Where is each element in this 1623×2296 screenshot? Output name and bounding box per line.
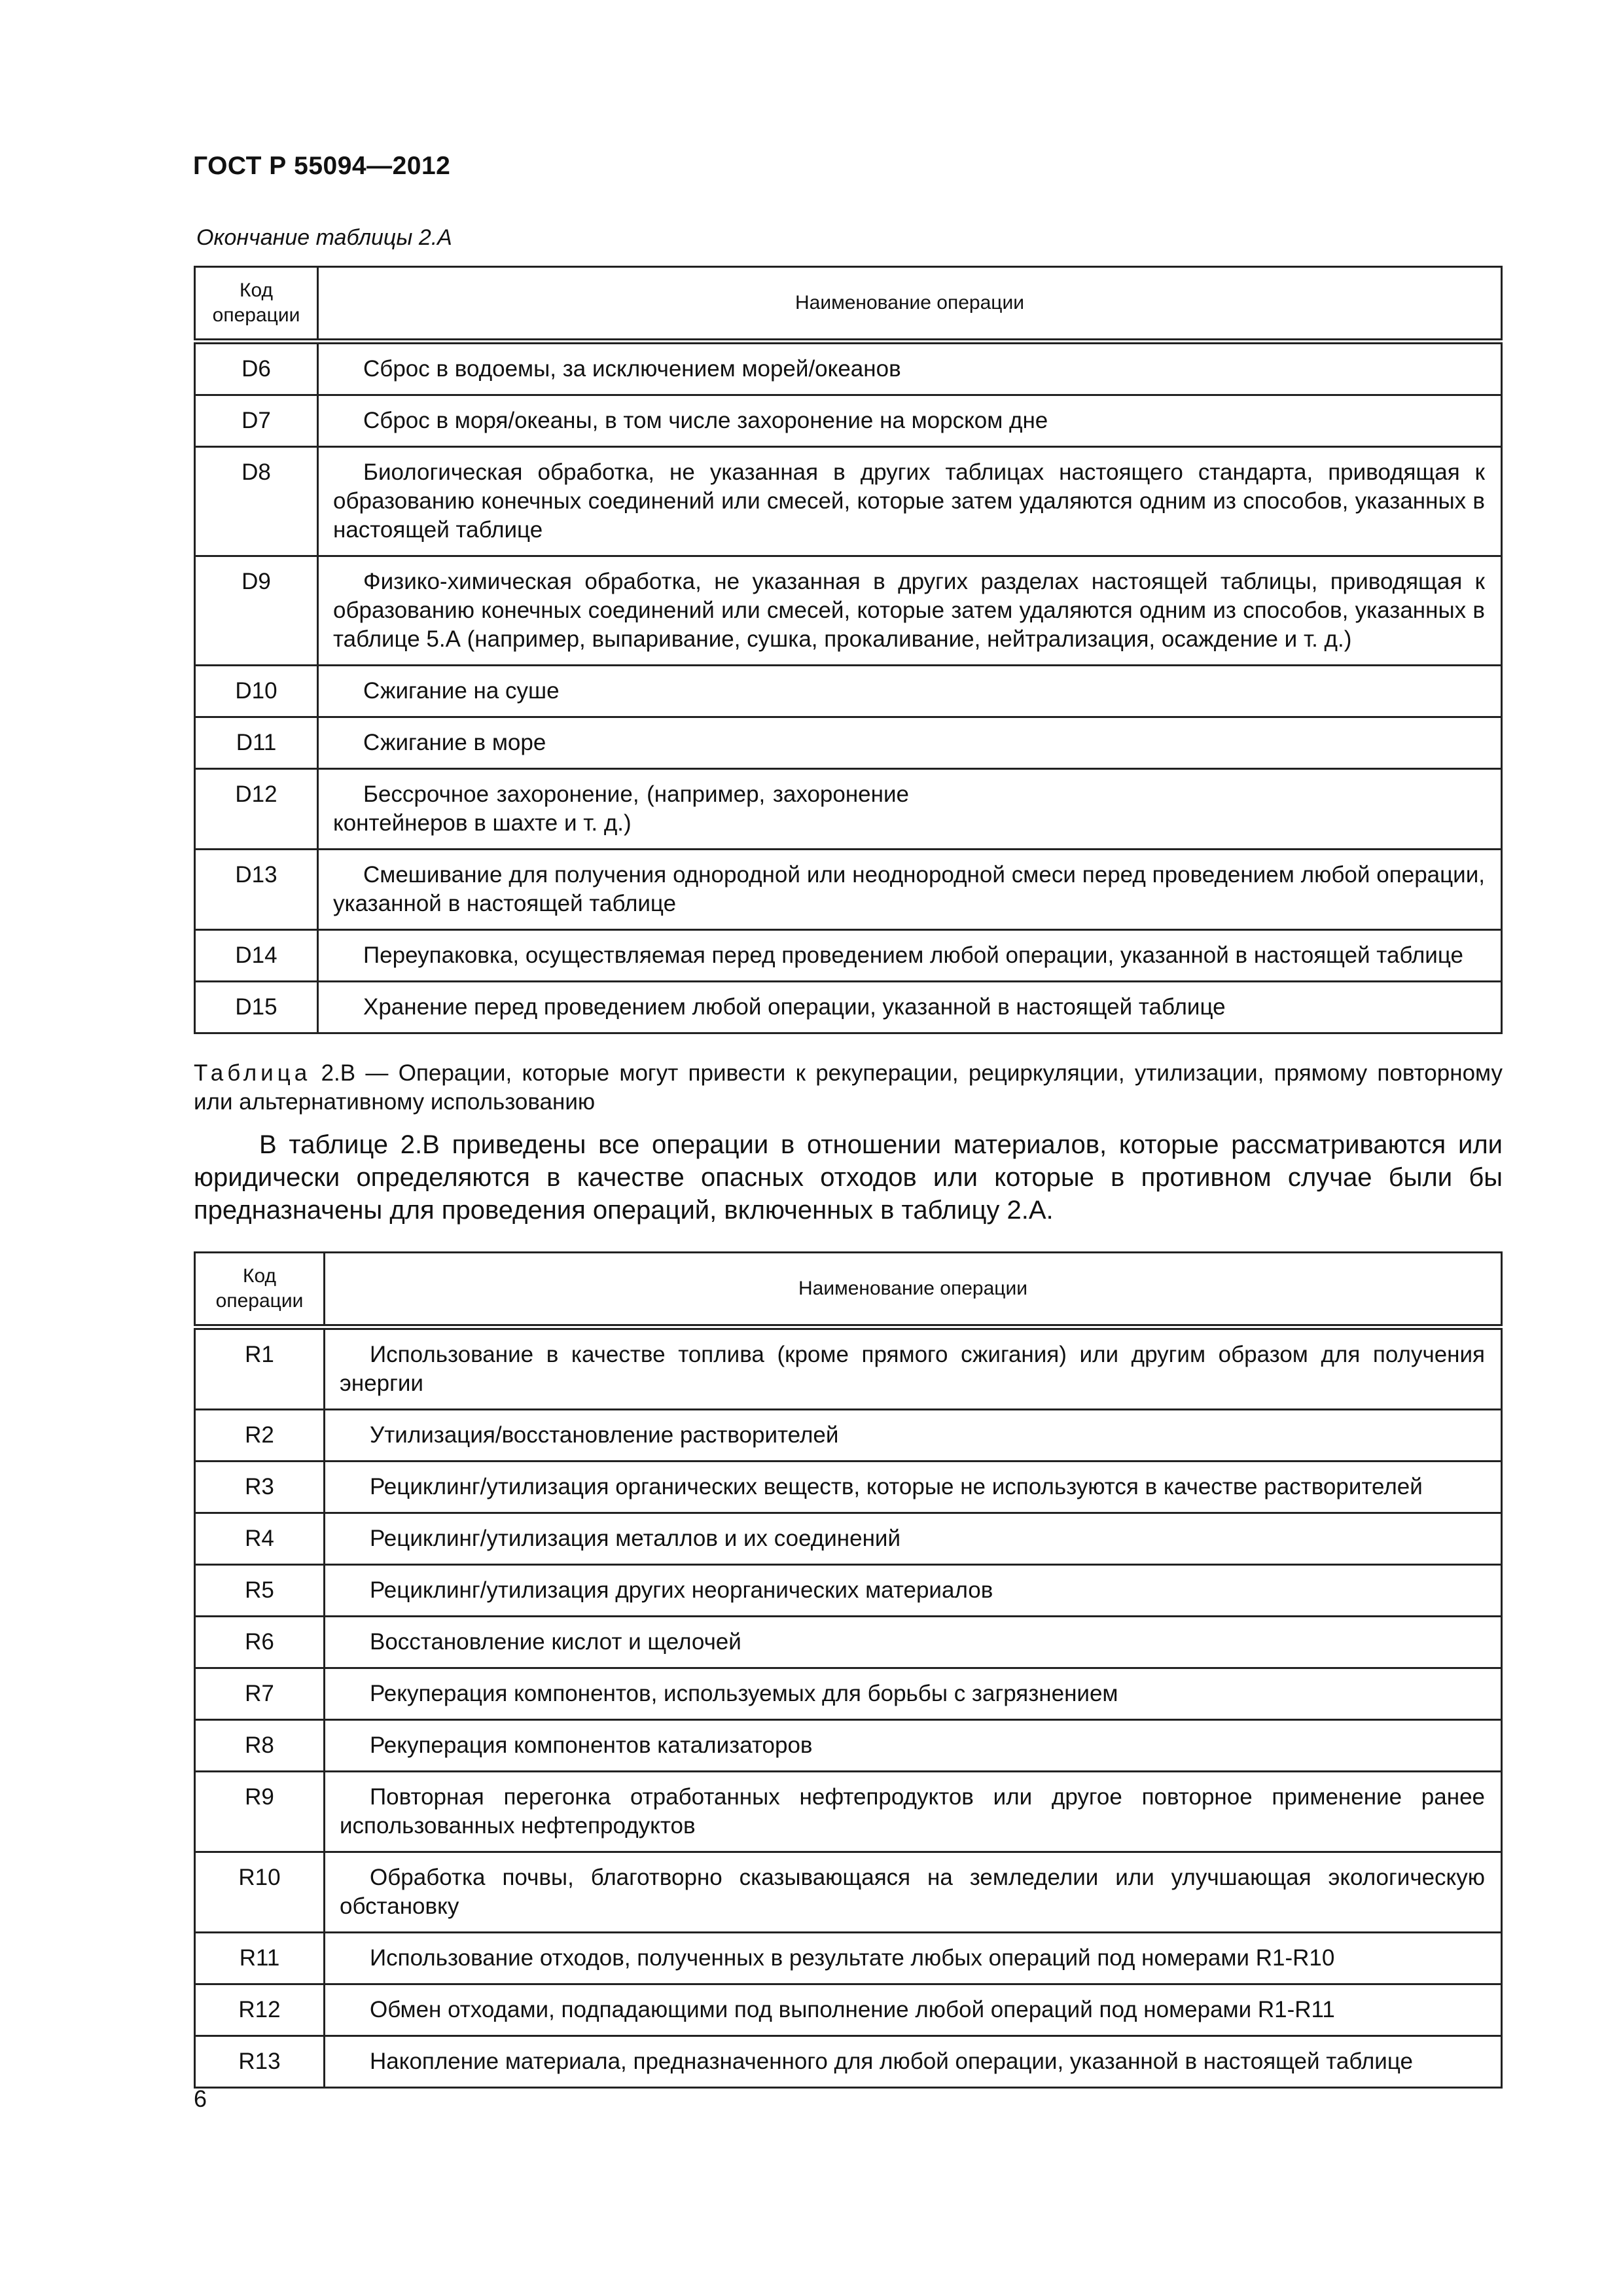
operation-code: D14 [195,930,318,982]
operation-code: R2 [195,1410,325,1462]
operation-code: D13 [195,850,318,930]
table-row [195,1462,1502,1513]
operation-code: R8 [195,1720,325,1772]
operation-code: R9 [195,1772,325,1852]
operation-name: Рециклинг/утилизация других неорганических материалов [325,1565,1502,1617]
operation-code: R1 [195,1327,325,1410]
table-row [195,1720,1502,1772]
operation-code: D15 [195,982,318,1033]
operation-name: Сброс в моря/океаны, в том числе захоронение на морском дне [318,395,1502,447]
operation-code: D9 [195,556,318,666]
operation-code: R4 [195,1513,325,1565]
column-header-code: Код операции [195,267,318,342]
intro-paragraph: В таблице 2.В приведены все операции в отношении материалов, которые рассматриваются или юридически определяются в качестве опасных отходов или которые в противном случае были бы предназначены для проведения операций, включенных в таблицу 2.А. [194,1130,1503,1225]
table-2a-continuation [194,266,1503,1034]
table-row [195,342,1502,395]
table-row [195,1933,1502,1984]
table-row [195,1984,1502,2036]
table-row [195,1327,1502,1410]
operation-code: D8 [195,447,318,556]
operation-name: Хранение перед проведением любой операции, указанной в настоящей таблице [318,982,1502,1033]
operation-name: Сброс в водоемы, за исключением морей/океанов [318,342,1502,395]
operation-code: D7 [195,395,318,447]
operation-code: R13 [195,2036,325,2088]
table-row [195,1410,1502,1462]
operation-code: R6 [195,1617,325,1668]
operation-name: Восстановление кислот и щелочей [325,1617,1502,1668]
column-header-name: Наименование операции [318,267,1502,342]
operation-name: Рециклинг/утилизация металлов и их соединений [325,1513,1502,1565]
operation-name: Физико-химическая обработка, не указанная в других разделах настоящей таблицы, приводящая к образованию конечных соединений или смесей, которые затем удаляются одним из способов, указанных в таблице 5.А (например, выпаривание, сушка, прокаливание, нейтрализация, осаждение и т. д.) [318,556,1502,666]
table-a-caption: Окончание таблицы 2.А [196,225,452,250]
operation-code: R7 [195,1668,325,1720]
operation-name: Использование в качестве топлива (кроме прямого сжигания) или другим образом для получения энергии [325,1327,1502,1410]
table-row [195,1852,1502,1933]
operation-name: Сжигание в море [318,717,1502,769]
operation-name: Смешивание для получения однородной или неоднородной смеси перед проведением любой операции, указанной в настоящей таблице [318,850,1502,930]
operation-name: Рекуперация компонентов, используемых для борьбы с загрязнением [325,1668,1502,1720]
table-row [195,1565,1502,1617]
table-header-row [195,1253,1502,1327]
operation-name: Сжигание на суше [318,666,1502,717]
operation-code: R12 [195,1984,325,2036]
operation-name: Накопление материала, предназначенного для любой операции, указанной в настоящей таблице [325,2036,1502,2088]
operation-name: Биологическая обработка, не указанная в других таблицах настоящего стандарта, приводящая к образованию конечных соединений или смесей, которые затем удаляются одним из способов, указанных в настоящей таблице [318,447,1502,556]
operation-code: R5 [195,1565,325,1617]
table-2b [194,1251,1503,2089]
table-row [195,930,1502,982]
table-header-row [195,267,1502,342]
table-row [195,556,1502,666]
table-row [195,1513,1502,1565]
operation-code: R11 [195,1933,325,1984]
operation-name: Рециклинг/утилизация органических веществ, которые не используются в качестве растворителей [325,1462,1502,1513]
operation-code: R10 [195,1852,325,1933]
table-row [195,2036,1502,2088]
operation-name: Переупаковка, осуществляемая перед проведением любой операции, указанной в настоящей таблице [318,930,1502,982]
table-row [195,1668,1502,1720]
table-row [195,1772,1502,1852]
operation-code: D6 [195,342,318,395]
document-header: ГОСТ Р 55094—2012 [193,152,451,180]
table-label: Таблица [194,1060,312,1086]
table-row [195,666,1502,717]
table-row [195,982,1502,1033]
table-row [195,850,1502,930]
column-header-code: Код операции [195,1253,325,1327]
table-row [195,447,1502,556]
operation-code: D12 [195,769,318,850]
column-header-name: Наименование операции [325,1253,1502,1327]
operation-code: D10 [195,666,318,717]
table-title-text: 2.В — Операции, которые могут привести к рекуперации, рециркуляции, утилизации, прямому повторному или альтернативному использованию [194,1060,1503,1115]
operation-code: D11 [195,717,318,769]
operation-name: Рекуперация компонентов катализаторов [325,1720,1502,1772]
operation-name: Обмен отходами, подпадающими под выполнение любой операций под номерами R1-R11 [325,1984,1502,2036]
operation-name: Обработка почвы, благотворно сказывающаяся на земледелии или улучшающая экологическую обстановку [325,1852,1502,1933]
table-row [195,395,1502,447]
table-2b-title [194,1059,1503,1117]
operation-name: Бессрочное захоронение, (например, захоронение контейнеров в шахте и т. д.) [318,769,1502,850]
table-row [195,1617,1502,1668]
table-row [195,717,1502,769]
table-row [195,769,1502,850]
operation-code: R3 [195,1462,325,1513]
operation-name: Использование отходов, полученных в результате любых операций под номерами R1-R10 [325,1933,1502,1984]
operation-name: Утилизация/восстановление растворителей [325,1410,1502,1462]
operation-name: Повторная перегонка отработанных нефтепродуктов или другое повторное применение ранее использованных нефтепродуктов [325,1772,1502,1852]
page-number: 6 [194,2085,207,2112]
